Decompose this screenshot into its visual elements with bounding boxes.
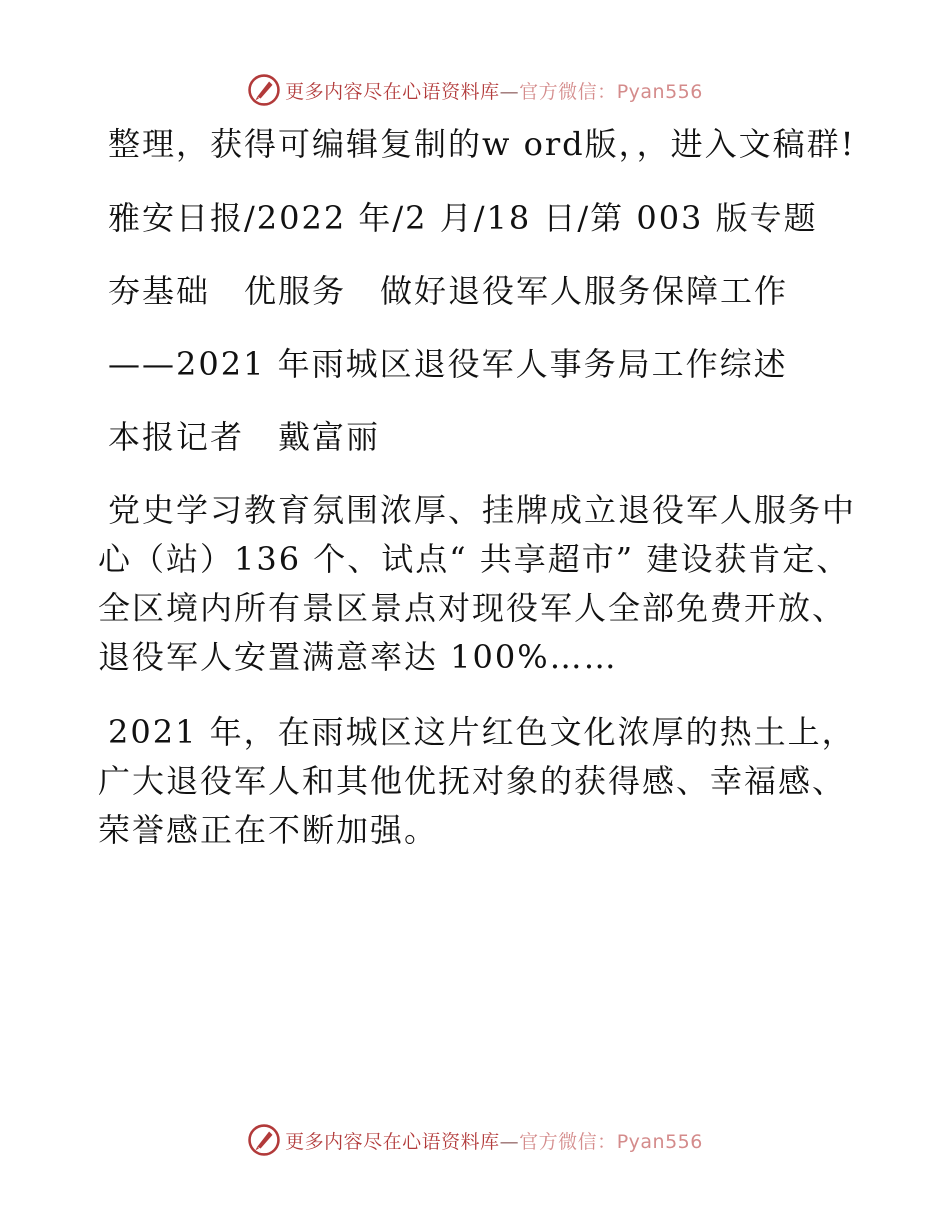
pen-nib-logo-icon (247, 73, 281, 107)
pen-nib-logo-icon (247, 1123, 281, 1157)
document-body (98, 120, 858, 855)
source-line: 雅安日报/2022 年/2 月/18 日/第 003 版专题 (108, 199, 818, 237)
watermark-brand: 更多内容尽在心语资料库 (285, 1130, 500, 1153)
watermark-footer (0, 1120, 950, 1160)
watermark-separator: — (499, 1130, 520, 1153)
body-paragraph: 党史学习教育氛围浓厚、挂牌成立退役军人服务中心（站）136 个、试点“ 共享超市” 建设获肯定、全区境内所有景区景点对现役军人全部免费开放、退役军人安置满意率达 100%…… (98, 491, 857, 676)
watermark-wechat-label: 官方微信： (519, 80, 617, 103)
watermark-wechat-id: Pyan556 (616, 80, 703, 103)
watermark-wechat-label: 官方微信： (519, 1130, 617, 1153)
body-paragraph: 2021 年，在雨城区这片红色文化浓厚的热土上，广大退役军人和其他优抚对象的获得感、幸福感、荣誉感正在不断加强。 (98, 713, 856, 849)
headline: 夯基础 优服务 做好退役军人服务保障工作 (108, 272, 789, 310)
watermark-separator: — (499, 80, 520, 103)
watermark-brand: 更多内容尽在心语资料库 (285, 80, 500, 103)
watermark-header (0, 70, 950, 110)
intro-text: 整理，获得可编辑复制的w ord版，，进入文稿群! (108, 125, 856, 163)
watermark-wechat-id: Pyan556 (616, 1130, 703, 1153)
watermark-text (285, 1127, 703, 1154)
subheadline: ——2021 年雨城区退役军人事务局工作综述 (108, 345, 788, 383)
byline: 本报记者 戴富丽 (108, 418, 381, 456)
watermark-text (285, 77, 703, 104)
